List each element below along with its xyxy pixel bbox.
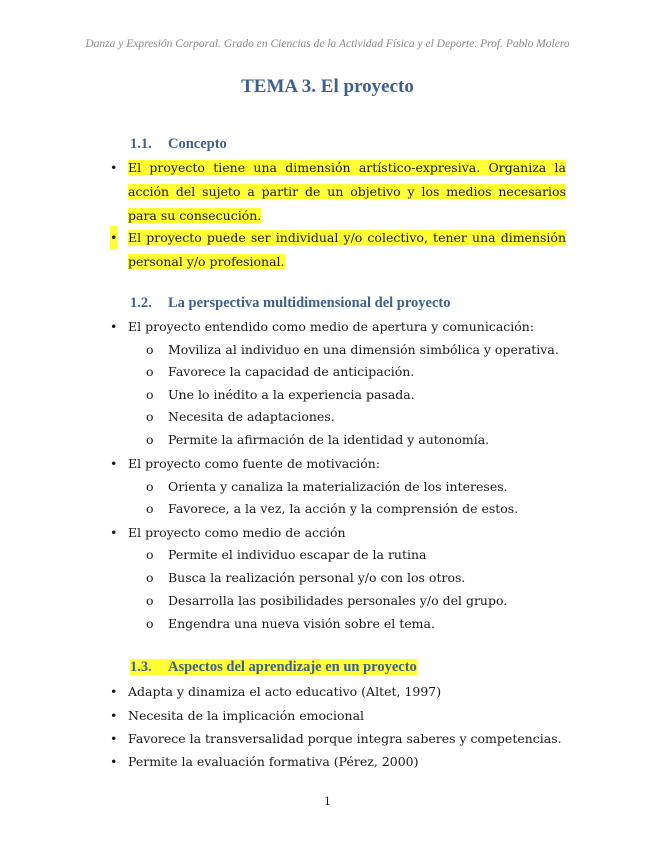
list-item-text: Necesita de la implicación emocional — [128, 708, 365, 723]
highlighted-text: El proyecto tiene una dimensión artístico-expresiva. Organiza la acción del sujeto a partir de un objetivo y los medios necesarios para su consecución. — [128, 160, 566, 223]
section-number: 1.2. — [130, 295, 152, 311]
sub-bullet-marker: o — [146, 501, 154, 516]
sub-bullet-marker: o — [146, 570, 154, 585]
sub-list-item-text: Moviliza al individuo en una dimensión simbólica y operativa. — [168, 342, 559, 357]
sub-list-item-text: Favorece la capacidad de anticipación. — [168, 364, 415, 379]
section-heading-aspectos — [130, 658, 417, 676]
section-heading-concepto — [130, 135, 227, 153]
bullet-marker: • — [110, 319, 118, 334]
sub-list-item-text: Necesita de adaptaciones. — [168, 409, 335, 424]
sub-bullet-marker: o — [146, 364, 154, 379]
sub-list-item-text: Permite la afirmación de la identidad y autonomía. — [168, 432, 490, 447]
section-number: 1.1. — [130, 136, 152, 152]
list-item-text: El proyecto como fuente de motivación: — [128, 456, 381, 471]
list-item-text: Favorece la transversalidad porque integra saberes y competencias. — [128, 731, 562, 746]
page-title: TEMA 3. El proyecto — [241, 76, 414, 97]
bullet-marker: • — [110, 456, 118, 471]
section-title: La perspectiva multidimensional del proyecto — [168, 295, 451, 311]
bullet-marker: • — [110, 708, 118, 723]
sub-list-item-text: Permite el individuo escapar de la rutina — [168, 547, 427, 562]
sub-bullet-marker: o — [146, 432, 154, 447]
bullet-marker: • — [110, 226, 117, 250]
paragraph-concept-2 — [110, 226, 566, 274]
sub-bullet-marker: o — [146, 616, 154, 631]
sub-bullet-marker: o — [146, 479, 154, 494]
section-heading-perspectiva — [130, 294, 450, 312]
sub-bullet-marker: o — [146, 409, 154, 424]
bullet-marker: • — [110, 684, 118, 699]
sub-bullet-marker: o — [146, 342, 154, 357]
sub-bullet-marker: o — [146, 387, 154, 402]
sub-list-item-text: Desarrolla las posibilidades personales y/o del grupo. — [168, 593, 508, 608]
sub-bullet-marker: o — [146, 547, 154, 562]
section-title: Concepto — [168, 136, 227, 152]
sub-list-item-text: Orienta y canaliza la materialización de los intereses. — [168, 479, 508, 494]
sub-list-item-text: Busca la realización personal y/o con los otros. — [168, 570, 466, 585]
list-item-text: El proyecto entendido como medio de apertura y comunicación: — [128, 319, 535, 334]
sub-bullet-marker: o — [146, 593, 154, 608]
page-number: 1 — [324, 795, 331, 808]
section-title: Aspectos del aprendizaje en un proyecto — [168, 659, 417, 675]
running-header: Danza y Expresión Corporal. Grado en Ciencias de la Actividad Física y el Deporte. Prof. Pablo Molero — [85, 38, 570, 50]
bullet-marker: • — [110, 731, 118, 746]
list-item-text: El proyecto como medio de acción — [128, 525, 346, 540]
sub-list-item-text: Une lo inédito a la experiencia pasada. — [168, 387, 415, 402]
bullet-marker: • — [110, 754, 118, 769]
paragraph-concept-1 — [110, 156, 566, 228]
sub-list-item-text: Favorece, a la vez, la acción y la comprensión de estos. — [168, 501, 519, 516]
bullet-marker: • — [110, 160, 118, 175]
list-item-text: Adapta y dinamiza el acto educativo (Altet, 1997) — [128, 684, 442, 699]
highlighted-text: El proyecto puede ser individual y/o colectivo, tener una dimensión personal y/o profesional. — [128, 230, 566, 269]
section-number: 1.3. — [130, 659, 152, 675]
list-item-text: Permite la evaluación formativa (Pérez, 2000) — [128, 754, 419, 769]
sub-list-item-text: Engendra una nueva visión sobre el tema. — [168, 616, 435, 631]
bullet-marker: • — [110, 525, 118, 540]
